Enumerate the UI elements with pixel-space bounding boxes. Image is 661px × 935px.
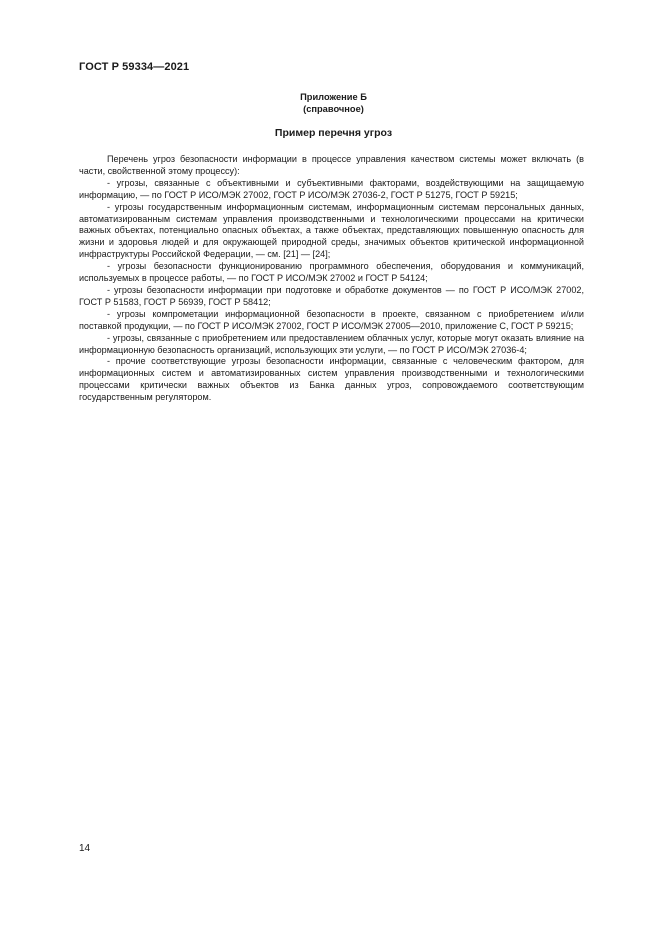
list-item: - угрозы государственным информационным системам, информационным системам персональных данных, автоматизированным системам управления производственными и технологическими процессами на критически важных объектах, потенциально опасных объектах, а также объектах, представляющих повышенную опасность для жизни и здоровья людей и для окружающей природной среды, значимых объектов критической информационной инфраструктуры Российской Федерации, — см. [21] — [24]; bbox=[79, 201, 584, 260]
list-item: - угрозы, связанные с объективными и субъективными факторами, воздействующими на защищаемую информацию, — по ГОСТ Р ИСО/МЭК 27002, ГОСТ Р ИСО/МЭК 27036-2, ГОСТ Р 51275, ГОСТ Р 59215; bbox=[79, 177, 584, 200]
list-item: - угрозы безопасности функционированию программного обеспечения, оборудования и коммуникаций, используемых в процессе работы, — по ГОСТ Р ИСО/МЭК 27002 и ГОСТ Р 54124; bbox=[79, 261, 584, 284]
appendix-label: Приложение Б bbox=[300, 92, 367, 102]
section-title-text: Пример перечня угроз bbox=[274, 127, 393, 139]
appendix-heading bbox=[0, 91, 661, 115]
page-number: 14 bbox=[79, 843, 91, 854]
list-item: - угрозы, связанные с приобретением или предоставлением облачных услуг, которые могут оказать влияние на информационную безопасность организаций, использующих эти услуги, — по ГОСТ Р ИСО/МЭК 27036-4; bbox=[79, 332, 584, 355]
document-body bbox=[79, 154, 584, 404]
appendix-type: (справочное) bbox=[303, 104, 364, 114]
list-item: - угрозы безопасности информации при подготовке и обработке документов — по ГОСТ Р ИСО/МЭК 27002, ГОСТ Р 51583, ГОСТ Р 56939, ГОСТ Р 58412; bbox=[79, 284, 584, 307]
list-item: - прочие соответствующие угрозы безопасности информации, связанные с человеческим фактором, для информационных систем и автоматизированных систем управления производственными и технологическими процессами критически важных объектов из Банка данных угроз, сопровождаемого соответствующим государственным регулятором. bbox=[79, 356, 584, 403]
intro-paragraph: Перечень угроз безопасности информации в процессе управления качеством системы может включать (в части, свойственной этому процессу): bbox=[79, 154, 584, 176]
section-title bbox=[0, 127, 661, 139]
document-header-standard-number: ГОСТ Р 59334—2021 bbox=[79, 61, 190, 73]
list-item: - угрозы компрометации информационной безопасности в проекте, связанном с приобретением и/или поставкой продукции, — по ГОСТ Р ИСО/МЭК 27002, ГОСТ Р ИСО/МЭК 27005—2010, приложение С, ГОСТ Р 59215; bbox=[79, 308, 584, 331]
